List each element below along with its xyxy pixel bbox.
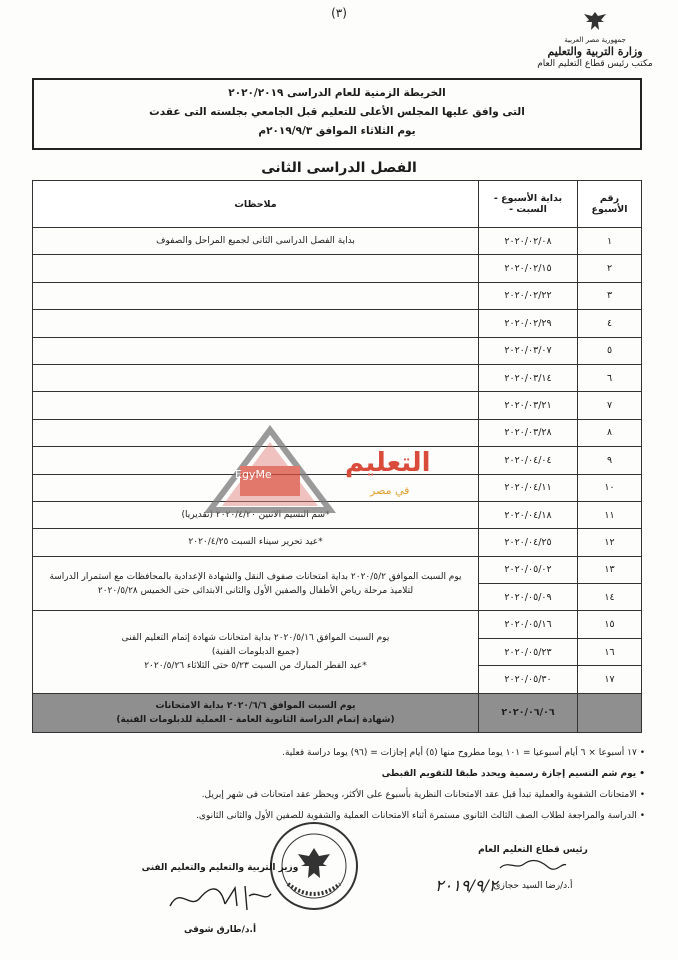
table-row (33, 337, 642, 364)
title-line-2: التى وافق عليها المجلس الأعلى للتعليم قبل الجامعي بجلسته التى عقدت (149, 106, 525, 118)
date-cell: ٢٠٢٠/٠٣/٢٨ (479, 419, 578, 446)
note-cell: *عيد تحرير سيناء السبت ٢٠٢٠/٤/٢٥ (33, 529, 479, 556)
week-cell: ٣ (578, 282, 642, 309)
footnote-2: • يوم شم النسيم إجازة رسمية ويحدد طبقا للتقويم القبطى (381, 769, 645, 779)
footnote-text: يوم شم النسيم إجازة رسمية ويحدد طبقا للتقويم القبطى (381, 769, 637, 779)
week-cell: ٦ (578, 364, 642, 391)
date-cell: ٢٠٢٠/٠٥/٣٠ (479, 666, 578, 693)
footnote-text: ١٧ أسبوعا × ٦ أيام أسبوعيا = ١٠١ يوما مطروح منها (٥) أيام إجازات = (٩٦) يوما دراسة فعلية. (282, 748, 637, 758)
table-row (33, 611, 642, 638)
note-cell: بداية الفصل الدراسى الثانى لجميع المراحل والصفوف (33, 228, 479, 255)
watermark-logo-icon (200, 420, 350, 520)
header-line-1: جمهورية مصر العربية (564, 36, 626, 44)
week-cell: ٥ (578, 337, 642, 364)
footnote-4: • الدراسة والمراجعة لطلاب الصف الثالث الثانوى مستمرة أثناء الامتحانات العملية والشفوية للصفين الأول والثانى الثانوى. (196, 811, 645, 821)
date-cell: ٢٠٢٠/٠٢/٠٨ (479, 228, 578, 255)
note-cell (33, 255, 479, 282)
note-line: *عيد الفطر المبارك من السبت ٥/٢٣ حتى الثلاثاء ٢٠٢٠/٥/٢٦ (144, 661, 367, 672)
ministry-header (530, 10, 660, 70)
table-row (33, 255, 642, 282)
note-line: (جميع الدبلومات الفنية) (211, 647, 300, 658)
table-row (33, 310, 642, 337)
table-row (33, 529, 642, 556)
table-row (33, 556, 642, 583)
header-week: رقم الأسبوع (578, 181, 642, 228)
week-cell: ١٥ (578, 611, 642, 638)
note-cell-merged (33, 611, 479, 693)
week-cell: ٧ (578, 392, 642, 419)
week-cell: ١١ (578, 501, 642, 528)
title-line-1: الخريطة الزمنية للعام الدراسى ٢٠٢٠/٢٠١٩ (228, 87, 446, 99)
note-cell (33, 392, 479, 419)
note-cell: *شم النسيم الاثنين ٢٠٢٠/٤/٢٠ (تقديريا) (33, 501, 479, 528)
page-number: (٣) (331, 6, 347, 20)
table-row (33, 392, 642, 419)
handwritten-signature-icon (165, 876, 275, 916)
eagle-emblem-icon (582, 10, 608, 32)
signature-title: رئيس قطاع التعليم العام (478, 845, 588, 855)
note-cell (33, 337, 479, 364)
note-cell (33, 364, 479, 391)
week-cell: ١٣ (578, 556, 642, 583)
note-cell (33, 693, 479, 732)
note-cell-merged: يوم السبت الموافق ٢٠٢٠/٥/٢ بداية امتحانات صفوف النقل والشهادة الإعدادية بالمحافظات مع استمرار الدراسة لتلاميذ مرحلة رياض الأطفال والصفين الأول والثانى الابتدائى حتى الخميس ٢٠٢٠/٥/٢٨ (33, 556, 479, 611)
note-line: يوم السبت الموافق ٢٠٢٠/٦/٦ بداية الامتحانات (155, 700, 356, 711)
semester-title: الفصل الدراسى الثانى (261, 160, 417, 176)
table-row (33, 364, 642, 391)
date-cell: ٢٠٢٠/٠٤/١٨ (479, 501, 578, 528)
footnote-3: • الامتحانات الشفوية والعملية تبدأ قبل عقد الامتحانات النظرية بأسبوع على الأكثر، ويحظر عقد امتحانات فى شهر إبريل. (201, 790, 645, 800)
header-line-3: مكتب رئيس قطاع التعليم العام (537, 59, 653, 69)
date-cell: ٢٠٢٠/٠٢/١٥ (479, 255, 578, 282)
table-row (33, 282, 642, 309)
date-cell: ٢٠٢٠/٠٥/١٦ (479, 611, 578, 638)
date-cell: ٢٠٢٠/٠٣/٠٧ (479, 337, 578, 364)
note-cell (33, 310, 479, 337)
date-cell: ٢٠٢٠/٠٣/١٤ (479, 364, 578, 391)
week-cell: ١٠ (578, 474, 642, 501)
date-cell: ٢٠٢٠/٠٥/٢٣ (479, 638, 578, 665)
date-cell: ٢٠٢٠/٠٤/٢٥ (479, 529, 578, 556)
footnote-text: الدراسة والمراجعة لطلاب الصف الثالث الثانوى مستمرة أثناء الامتحانات العملية والشفوية للصفين الأول والثانى الثانوى. (196, 811, 637, 821)
footnote-1: • ١٧ أسبوعا × ٦ أيام أسبوعيا = ١٠١ يوما مطروح منها (٥) أيام إجازات = (٩٦) يوما دراسة فعلية. (282, 748, 645, 758)
week-cell: ١٢ (578, 529, 642, 556)
handwritten-signature-icon (498, 858, 568, 872)
week-cell: ٤ (578, 310, 642, 337)
title-line-3: يوم الثلاثاء الموافق ٢٠١٩/٩/٣م (258, 125, 416, 137)
week-cell: ٨ (578, 419, 642, 446)
note-cell (33, 282, 479, 309)
header-start: بداية الأسبوع - السبت - (479, 181, 578, 228)
week-cell (578, 693, 642, 732)
note-line: (شهادة إتمام الدراسة الثانوية العامة - العملية للدبلومات الفنية) (116, 714, 395, 725)
final-exam-row (33, 693, 642, 732)
week-cell: ١٧ (578, 666, 642, 693)
date-cell: ٢٠٢٠/٠٤/٠٤ (479, 447, 578, 474)
table-row (33, 228, 642, 255)
week-cell: ٢ (578, 255, 642, 282)
signature-name: أ.د/رضا السيد حجازى (493, 881, 573, 891)
date-cell: ٢٠٢٠/٠٢/٢٢ (479, 282, 578, 309)
signature-name: أ.د/طارق شوقى (183, 925, 257, 935)
date-cell: ٢٠٢٠/٠٥/٠٩ (479, 584, 578, 611)
week-cell: ١٦ (578, 638, 642, 665)
week-cell: ١ (578, 228, 642, 255)
week-cell: ٩ (578, 447, 642, 474)
title-box (32, 78, 642, 150)
date-cell: ٢٠٢٠/٠٥/٠٢ (479, 556, 578, 583)
note-line: يوم السبت الموافق ٢٠٢٠/٥/١٦ بداية امتحانات شهادة إتمام التعليم الفنى (121, 633, 390, 644)
header-notes: ملاحظات (33, 181, 479, 228)
watermark-text: التعليم (345, 448, 431, 478)
watermark-badge: EgyMe (235, 468, 272, 481)
date-cell: ٢٠٢٠/٠٤/١١ (479, 474, 578, 501)
footnote-text: الامتحانات الشفوية والعملية تبدأ قبل عقد الامتحانات النظرية بأسبوع على الأكثر، ويحظر عقد امتحانات فى شهر إبريل. (201, 790, 637, 800)
week-cell: ١٤ (578, 584, 642, 611)
header-line-2: وزارة التربية والتعليم (547, 45, 643, 58)
date-cell: ٢٠٢٠/٠٢/٢٩ (479, 310, 578, 337)
watermark-subtext: في مصر (370, 484, 410, 497)
footnotes (40, 746, 645, 830)
signature-block-left (110, 860, 330, 938)
signature-title: وزير التربية والتعليم والتعليم الفنى (141, 863, 299, 873)
table-header-row (33, 181, 642, 228)
date-cell: ٢٠٢٠/٠٣/٢١ (479, 392, 578, 419)
date-cell: ٢٠٢٠/٠٦/٠٦ (479, 693, 578, 732)
handwritten-date: ٢٠١٩/٩/٢ (435, 876, 498, 895)
